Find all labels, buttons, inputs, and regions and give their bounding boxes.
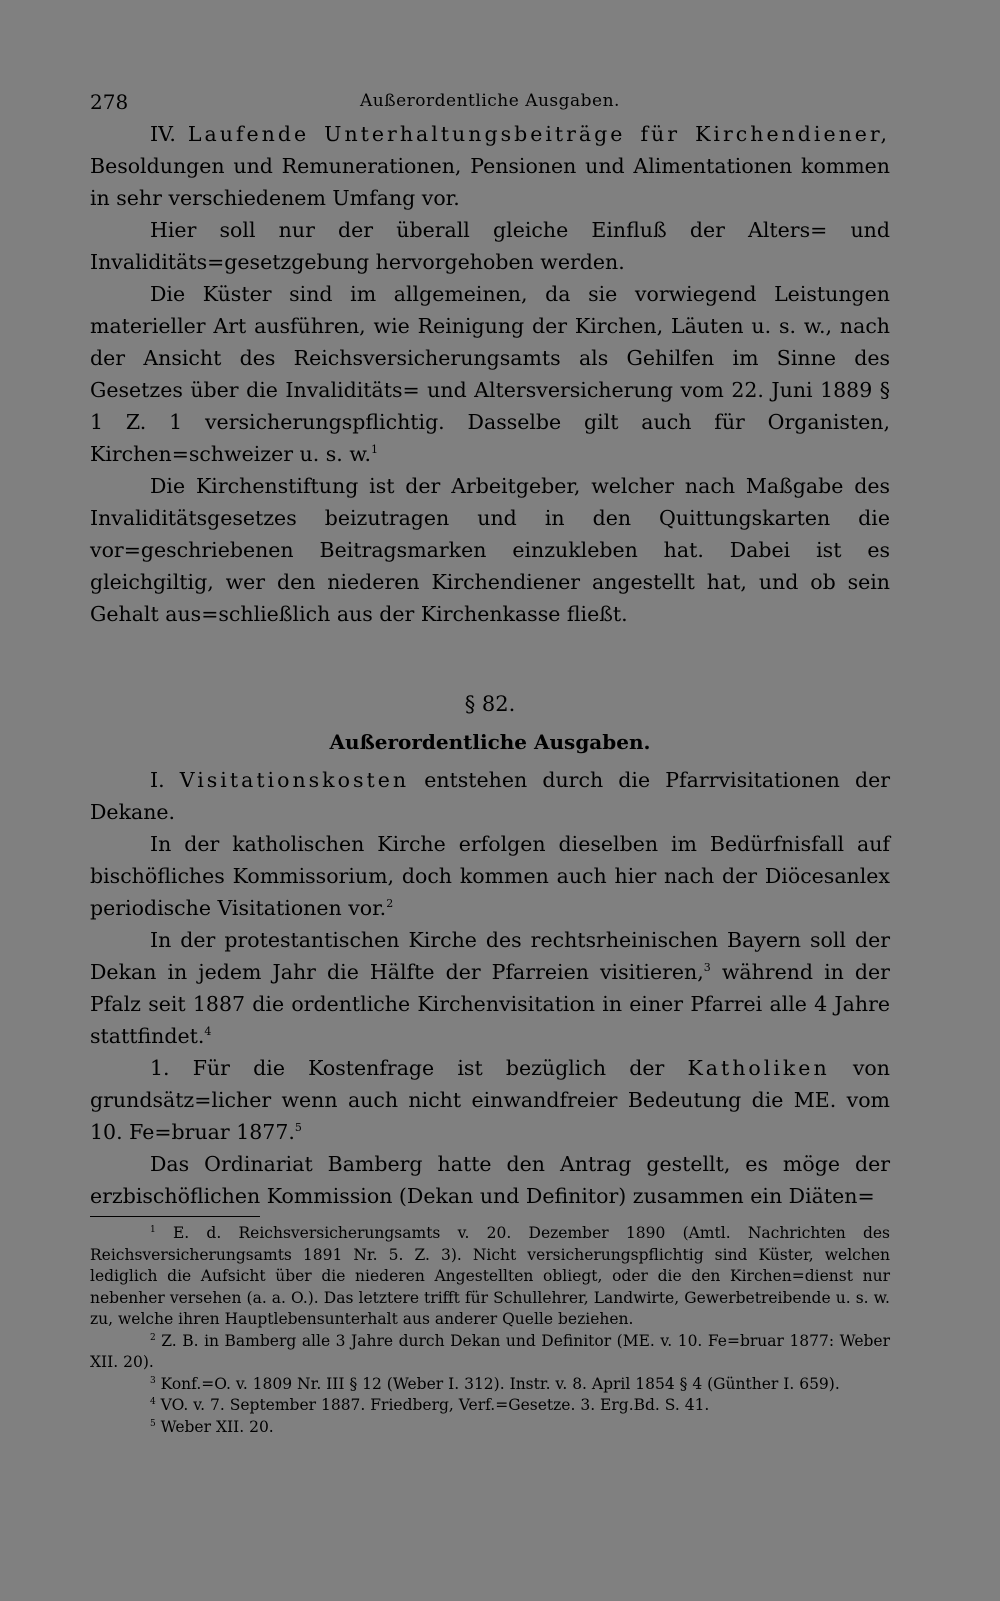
running-head: Außerordentliche Ausgaben. bbox=[360, 91, 620, 111]
paragraph: 1. Für die Kostenfrage ist bezüglich der Katholiken von grundsätz=licher wenn auch nicht einwandfreier Bedeutung die ME. vom 10. Fe=bruar 1877.$^5$ bbox=[90, 1056, 890, 1144]
footnote-ref: 4 bbox=[204, 1025, 212, 1038]
footnotes bbox=[90, 1223, 890, 1438]
page-number: 278 bbox=[90, 90, 129, 114]
paragraph: In der protestantischen Kirche des rechtsrheinischen Bayern soll der Dekan in jedem Jahr die Hälfte der Pfarreien visitieren,$^3$ während in der Pfalz seit 1887 die ordentliche Kirchenvisitation in einer Pfarrei alle 4 Jahre stattfindet.$^4$ bbox=[90, 928, 890, 1048]
paragraph: Die Küster sind im allgemeinen, da sie vorwiegend Leistungen materieller Art ausführen, wie Reinigung der Kirchen, Läuten u. s. w., nach der Ansicht des Reichsversicherungsamts als Gehilfen im Sinne des Gesetzes über die Invaliditäts= und Altersversicherung vom 22. Juni 1889 § 1 Z. 1 versicherungspflichtig. Dasselbe gilt auch für Organisten, Kirchen=schweizer u. s. w.$^1$ bbox=[90, 282, 890, 466]
page-header bbox=[90, 78, 890, 118]
paragraph: Die Kirchenstiftung ist der Arbeitgeber, welcher nach Maßgabe des Invaliditätsgesetzes beizutragen und in den Quittungskarten die vor=geschriebenen Beitragsmarken einzukleben hat. Dabei ist es gleichgiltig, wer den niederen Kirchendiener angestellt hat, und ob sein Gehalt aus=schließlich aus der Kirchenkasse fließt. bbox=[90, 474, 890, 626]
spaced-term: Laufende Unterhaltungsbeiträge für Kirchendiener, bbox=[187, 122, 890, 146]
section-number: § 82. bbox=[464, 692, 516, 716]
spaced-term: Visitationskosten bbox=[179, 768, 410, 792]
footnote: $^3$ Konf.=O. v. 1809 Nr. III § 12 (Weber I. 312). Instr. v. 8. April 1854 § 4 (Günther I. 659). bbox=[150, 1374, 840, 1393]
footnote-number: 1 bbox=[150, 1225, 156, 1235]
footnote-ref: 5 bbox=[294, 1121, 302, 1134]
footnote-number: 3 bbox=[150, 1375, 156, 1386]
paragraph: Hier soll nur der überall gleiche Einfluß der Alters= und Invaliditäts=gesetzgebung hervorgehoben werden. bbox=[90, 218, 890, 274]
footnote: $^4$ VO. v. 7. September 1887. Friedberg, Verf.=Gesetze. 3. Erg.Bd. S. 41. bbox=[150, 1396, 710, 1414]
book-page bbox=[90, 78, 890, 1578]
paragraph: IV. Laufende Unterhaltungsbeiträge für Kirchendiener, Besoldungen und Remunerationen, Pensionen und Alimentationen kommen in sehr verschiedenem Umfang vor. bbox=[90, 122, 890, 210]
footnote: $^1$ E. d. Reichsversicherungsamts v. 20. Dezember 1890 (Amtl. Nachrichten des Reichsversicherungsamts 1891 Nr. 5. Z. 3). Nicht versicherungspflichtig sind Küster, welchen lediglich die Aufsicht über die niederen Angestellten obliegt, oder die den Kirchen=dienst nur nebenher versehen (a. a. O.). Das letztere trifft für Schullehrer, Landwirte, Gewerbetreibende u. s. w. zu, welche ihren Hauptlebensunterhalt aus anderer Quelle beziehen. bbox=[90, 1224, 890, 1328]
body-text bbox=[90, 118, 890, 1212]
section-title: Außerordentliche Ausgaben. bbox=[329, 730, 651, 754]
paragraph: Das Ordinariat Bamberg hatte den Antrag gestellt, es möge der erzbischöflichen Kommission (Dekan und Definitor) zusammen ein Diäten= bbox=[90, 1152, 890, 1208]
footnote: $^5$ Weber XII. 20. bbox=[150, 1417, 274, 1436]
paragraph: I. Visitationskosten entstehen durch die Pfarrvisitationen der Dekane. bbox=[90, 768, 890, 824]
footnote-ref: 3 bbox=[703, 961, 711, 974]
footnote-ref: 2 bbox=[386, 897, 394, 910]
footnote: $^2$ Z. B. in Bamberg alle 3 Jahre durch Dekan und Definitor (ME. v. 10. Fe=bruar 1877: Weber XII. 20). bbox=[90, 1331, 890, 1371]
footnote-number: 4 bbox=[150, 1397, 156, 1407]
paragraph: In der katholischen Kirche erfolgen dieselben im Bedürfnisfall auf bischöfliches Kommissorium, doch kommen auch hier nach der Diöcesanlex periodische Visitationen vor.$^2$ bbox=[90, 832, 890, 920]
list-label: I. bbox=[150, 768, 165, 792]
footnote-divider bbox=[90, 1216, 260, 1217]
footnote-number: 2 bbox=[150, 1332, 156, 1343]
spaced-term: Katholiken bbox=[687, 1056, 830, 1080]
footnote-number: 5 bbox=[150, 1418, 156, 1429]
footnote-ref: 1 bbox=[370, 443, 378, 456]
list-label: IV. bbox=[150, 122, 176, 146]
